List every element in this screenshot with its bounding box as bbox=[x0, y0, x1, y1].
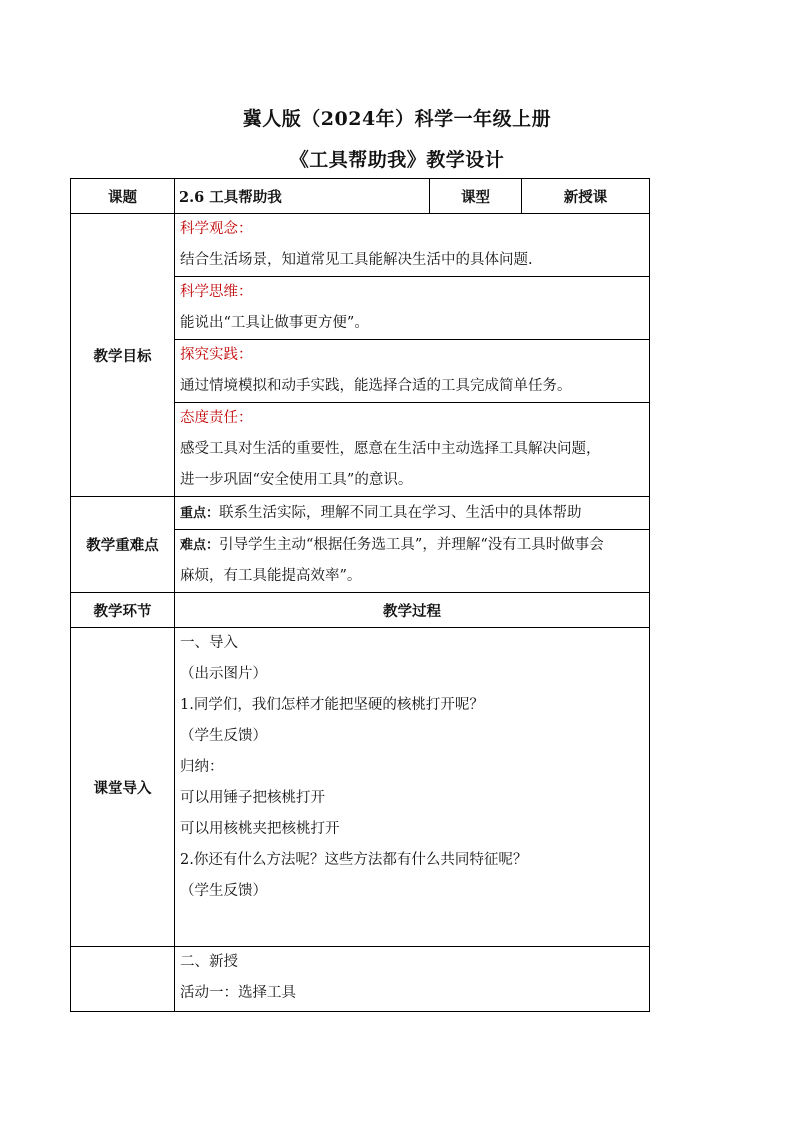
type-value: 新授课 bbox=[522, 179, 650, 214]
goal-text: 能说出“工具让做事更方便”。 bbox=[180, 315, 369, 331]
goal-heading: 态度责任： bbox=[180, 410, 253, 426]
key-prefix: 重点： bbox=[180, 506, 220, 521]
goals-label: 教学目标 bbox=[71, 214, 175, 497]
goal-block-attitude bbox=[175, 402, 649, 496]
intro-line: 一、导入 bbox=[180, 635, 238, 651]
intro-line: 可以用核桃夹把核桃打开 bbox=[180, 821, 340, 837]
goal-block-practice bbox=[175, 339, 649, 402]
goal-heading: 科学观念： bbox=[180, 221, 253, 237]
intro-line: 可以用锤子把核桃打开 bbox=[180, 790, 325, 806]
intro-content bbox=[175, 628, 650, 947]
intro-line: （学生反馈） bbox=[180, 728, 267, 744]
intro-line: 归纳： bbox=[180, 759, 224, 775]
intro-line: （学生反馈） bbox=[180, 883, 267, 899]
goal-heading: 探究实践： bbox=[180, 347, 253, 363]
topic-label: 课题 bbox=[71, 179, 175, 214]
intro-line: （出示图片） bbox=[180, 666, 267, 682]
difficult-point bbox=[175, 529, 649, 592]
goal-block-concept bbox=[175, 214, 649, 276]
type-label: 课型 bbox=[430, 179, 522, 214]
new-lesson-line: 二、新授 bbox=[180, 954, 238, 970]
keypoints-row bbox=[71, 497, 650, 593]
new-lesson-content bbox=[175, 947, 650, 1012]
topic-row bbox=[71, 179, 650, 214]
goal-heading: 科学思维： bbox=[180, 284, 253, 300]
difficult-prefix: 难点： bbox=[180, 538, 220, 553]
document-title: 冀人版（2024年）科学一年级上册 bbox=[242, 108, 552, 130]
stage-header: 教学环节 bbox=[71, 593, 175, 628]
keypoints-label: 教学重难点 bbox=[71, 497, 175, 593]
process-header: 教学过程 bbox=[175, 593, 650, 628]
keypoints-content bbox=[175, 497, 650, 593]
new-lesson-row bbox=[71, 947, 650, 1012]
intro-line: 2.你还有什么方法呢？这些方法都有什么共同特征呢？ bbox=[180, 852, 528, 868]
goal-text: 通过情境模拟和动手实践，能选择合适的工具完成简单任务。 bbox=[180, 378, 572, 394]
goal-text: 进一步巩固“安全使用工具”的意识。 bbox=[180, 472, 413, 488]
new-lesson-label bbox=[71, 947, 175, 1012]
key-text: 联系生活实际，理解不同工具在学习、生活中的具体帮助 bbox=[219, 505, 582, 521]
goal-block-thinking bbox=[175, 276, 649, 339]
key-point bbox=[175, 497, 649, 529]
goal-text: 感受工具对生活的重要性，愿意在生活中主动选择工具解决问题， bbox=[180, 441, 601, 457]
intro-row bbox=[71, 628, 650, 947]
process-header-row bbox=[71, 593, 650, 628]
goals-content bbox=[175, 214, 650, 497]
difficult-text: 引导学生主动“根据任务选工具”，并理解“没有工具时做事会 bbox=[219, 537, 604, 553]
goal-text: 结合生活场景，知道常见工具能解决生活中的具体问题. bbox=[180, 252, 533, 268]
lesson-plan-table bbox=[70, 178, 650, 1012]
difficult-line: 麻烦，有工具能提高效率”。 bbox=[180, 568, 362, 584]
document-subtitle: 《工具帮助我》教学设计 bbox=[289, 149, 505, 171]
new-lesson-line: 活动一：选择工具 bbox=[180, 985, 296, 1001]
topic-value: 2.6 工具帮助我 bbox=[175, 179, 430, 214]
intro-line: 1.同学们，我们怎样才能把坚硬的核桃打开呢？ bbox=[180, 697, 484, 713]
goals-row bbox=[71, 214, 650, 497]
difficult-line bbox=[175, 530, 649, 561]
intro-label: 课堂导入 bbox=[71, 628, 175, 947]
